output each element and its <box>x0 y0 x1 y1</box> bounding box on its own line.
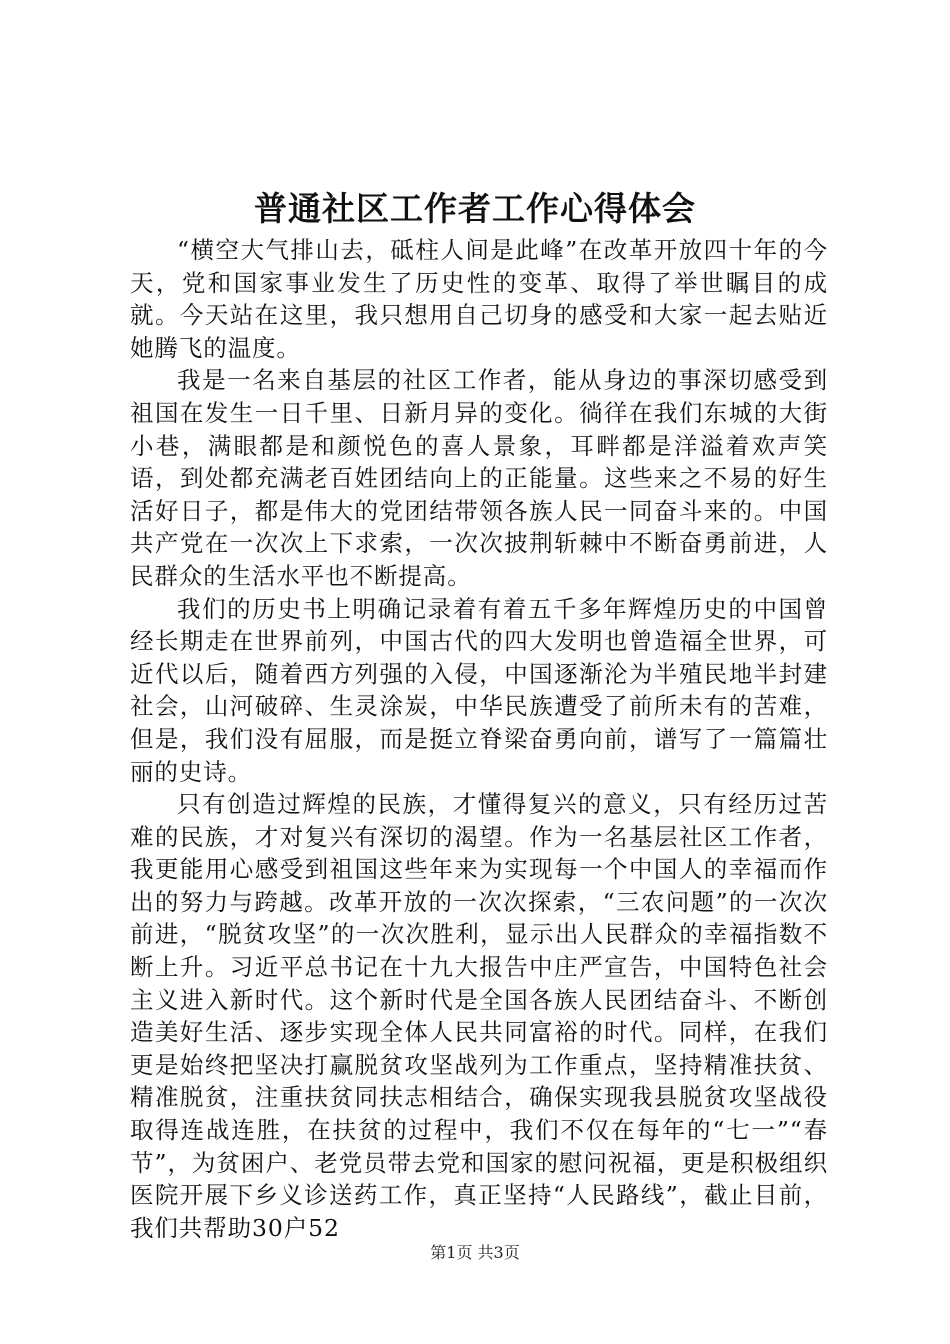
document-body <box>130 234 828 1244</box>
document-title: 普通社区工作者工作心得体会 <box>254 189 696 228</box>
paragraph-3: 我们的历史书上明确记录着有着五千多年辉煌历史的中国曾经长期走在世界前列，中国古代的四大发明也曾造福全世界，可近代以后，随着西方列强的入侵，中国逐渐沦为半殖民地半封建社会，山河破碎、生灵涂炭，中华民族遭受了前所未有的苦难，但是，我们没有屈服，而是挺立脊梁奋勇向前，谱写了一篇篇壮丽的史诗。 <box>130 594 828 786</box>
paragraph-2: 我是一名来自基层的社区工作者，能从身边的事深切感受到祖国在发生一日千里、日新月异的变化。徜徉在我们东城的大街小巷，满眼都是和颜悦色的喜人景象，耳畔都是洋溢着欢声笑语，到处都充满老百姓团结向上的正能量。这些来之不易的好生活好日子，都是伟大的党团结带领各族人民一同奋斗来的。中国共产党在一次次上下求索，一次次披荆斩棘中不断奋勇前进，人民群众的生活水平也不断提高。 <box>130 366 828 590</box>
page-footer: 第1页 共3页 <box>430 1243 520 1262</box>
paragraph-4: 只有创造过辉煌的民族，才懂得复兴的意义，只有经历过苦难的民族，才对复兴有深切的渴望。作为一名基层社区工作者，我更能用心感受到祖国这些年来为实现每一个中国人的幸福而作出的努力与跨越。改革开放的一次次探索，“三农问题”的一次次前进，“脱贫攻坚”的一次次胜利，显示出人民群众的幸福指数不断上升。习近平总书记在十九大报告中庄严宣告，中国特色社会主义进入新时代。这个新时代是全国各族人民团结奋斗、不断创造美好生活、逐步实现全体人民共同富裕的时代。同样，在我们更是始终把坚决打赢脱贫攻坚战列为工作重点，坚持精准扶贫、精准脱贫，注重扶贫同扶志相结合，确保实现我县脱贫攻坚战役取得连战连胜，在扶贫的过程中，我们不仅在每年的“七一”“春节”，为贫困户、老党员带去党和国家的慰问祝福，更是积极组织医院开展下乡义诊送药工作，真正坚持“人民路线”，截止目前，我们共帮助30户52 <box>130 790 828 1242</box>
paragraph-1: “横空大气排山去，砥柱人间是此峰”在改革开放四十年的今天，党和国家事业发生了历史性的变革、取得了举世瞩目的成就。今天站在这里，我只想用自己切身的感受和大家一起去贴近她腾飞的温度。 <box>130 236 828 362</box>
